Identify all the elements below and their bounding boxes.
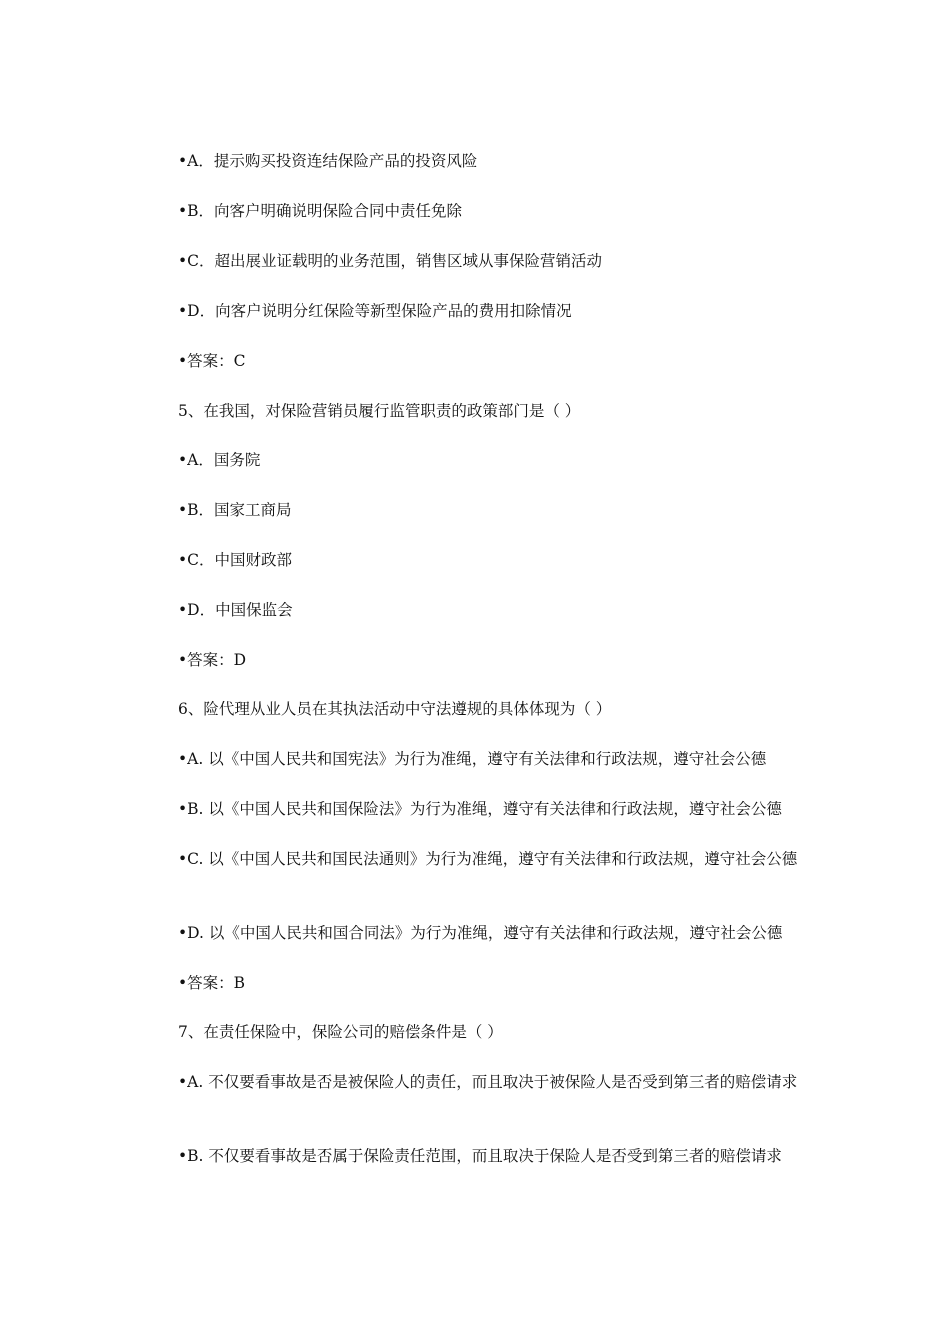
option-c-q6: •C. 以《中国人民共和国民法通则》为行为准绳，遵守有关法律和行政法规，遵守社会公德: [178, 850, 798, 868]
option-b-q7: •B. 不仅要看事故是否属于保险责任范围，而且取决于保险人是否受到第三者的赔偿请求: [178, 1147, 782, 1165]
option-a-q5: •A．国务院: [178, 451, 261, 469]
option-c-q4: •C．超出展业证载明的业务范围，销售区域从事保险营销活动: [178, 252, 603, 270]
question-6: 6、险代理从业人员在其执法活动中守法遵规的具体体现为（ ）: [178, 700, 612, 718]
option-d-q5: •D．中国保监会: [178, 601, 293, 619]
question-5: 5、在我国，对保险营销员履行监管职责的政策部门是（ ）: [178, 402, 581, 420]
option-b-q6: •B. 以《中国人民共和国保险法》为行为准绳，遵守有关法律和行政法规，遵守社会公德: [178, 800, 782, 818]
option-d-q6: •D. 以《中国人民共和国合同法》为行为准绳，遵守有关法律和行政法规，遵守社会公德: [178, 924, 783, 942]
answer-q4: •答案：C: [178, 352, 246, 370]
option-b-q5: •B．国家工商局: [178, 501, 292, 519]
answer-q6: •答案：B: [178, 974, 246, 992]
option-c-q5: •C．中国财政部: [178, 551, 293, 569]
option-b-q4: •B．向客户明确说明保险合同中责任免除: [178, 202, 463, 220]
option-a-q6: •A. 以《中国人民共和国宪法》为行为准绳，遵守有关法律和行政法规，遵守社会公德: [178, 750, 767, 768]
question-7: 7、在责任保险中，保险公司的赔偿条件是（ ）: [178, 1023, 503, 1041]
option-a-q7: •A. 不仅要看事故是否是被保险人的责任，而且取决于被保险人是否受到第三者的赔偿请求: [178, 1073, 798, 1091]
option-a-q4: •A．提示购买投资连结保险产品的投资风险: [178, 152, 478, 170]
answer-q5: •答案：D: [178, 651, 247, 669]
option-d-q4: •D．向客户说明分红保险等新型保险产品的费用扣除情况: [178, 302, 572, 320]
